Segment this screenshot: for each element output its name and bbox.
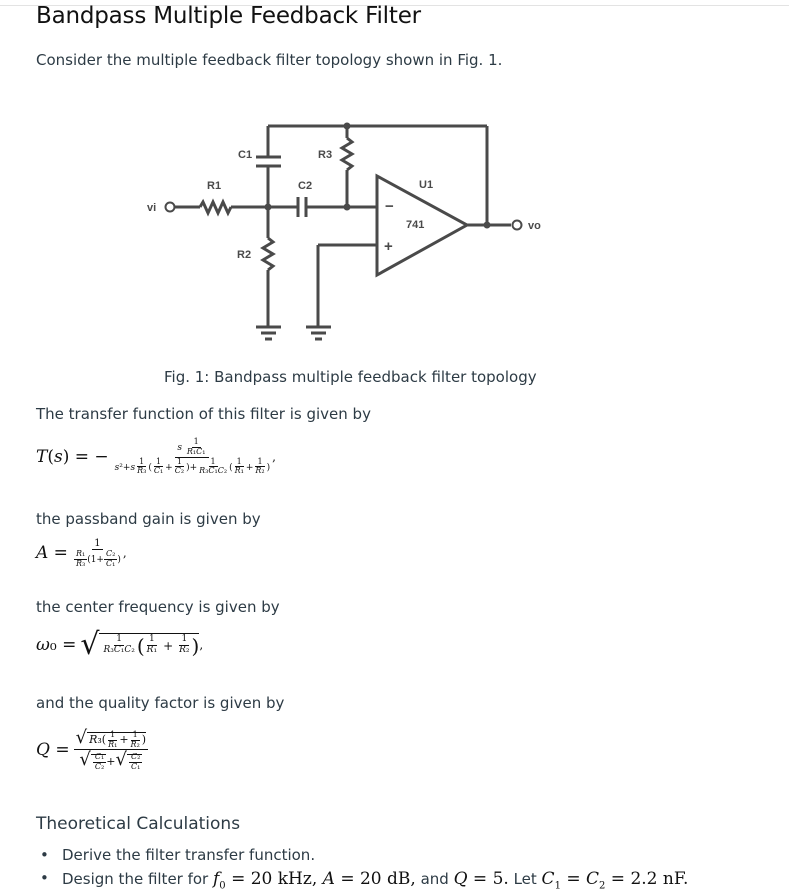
label-opamp-model: 741 <box>406 219 425 231</box>
vi-terminal-icon <box>166 203 175 212</box>
label-u1: U1 <box>419 179 434 191</box>
label-vi: vi <box>147 202 157 214</box>
passband-gain-equation: A = 1 $\frac{\text{R₁}}{\text{R₃}}$ (1+ $\frac{\text{C₂}}{\text{C₁}}$ ) , <box>36 538 127 568</box>
quality-factor-equation: Q = √ R₃( $\frac{1}{\text{R₁}}$ + $\frac{1}{\text{R₂}}$ ) √ $\frac{\text{C₁}}{\text{C₂}}$ +√ $\frac{\text{C₂}}{\text{C₁}}$ <box>36 727 147 771</box>
vo-terminal-icon <box>513 221 522 230</box>
center-frequency-text: the center frequency is given by <box>36 598 280 616</box>
label-vo: vo <box>528 220 541 232</box>
center-frequency-equation: ω₀ = √ $\frac{1}{\text{R₃C₁C₂}}$ ( $\frac{1}{\text{R₁}}$ + $\frac{1}{\text{R₂}}$ ) , <box>36 627 204 662</box>
bullet-design: • Design the filter for $f_0 = 20$ kHz, A = 20 dB, and Q = 5. Let $C_1 = C_2 = 2.2$ nF. <box>44 869 688 891</box>
bullet-derive: • Derive the filter transfer function. <box>44 846 315 864</box>
page-title: Bandpass Multiple Feedback Filter <box>36 3 421 29</box>
bullet-design-prefix: Design the filter for <box>62 870 213 888</box>
label-r3: R3 <box>318 149 333 161</box>
label-c2: C2 <box>298 180 313 192</box>
label-r1: R1 <box>207 180 222 192</box>
transfer-function-text: The transfer function of this filter is given by <box>36 405 371 423</box>
label-r2: R2 <box>237 249 252 261</box>
passband-gain-text: the passband gain is given by <box>36 510 261 528</box>
label-c1: C1 <box>238 149 253 161</box>
circuit-diagram <box>0 0 789 360</box>
label-noninverting-input: + <box>384 238 393 255</box>
label-inverting-input: − <box>385 198 394 215</box>
section-heading-theoretical-calculations: Theoretical Calculations <box>36 814 241 834</box>
quality-factor-text: and the quality factor is given by <box>36 694 285 712</box>
figure-caption: Fig. 1: Bandpass multiple feedback filter topology <box>164 368 537 386</box>
intro-paragraph: Consider the multiple feedback filter topology shown in Fig. 1. <box>36 51 503 69</box>
transfer-function-equation: T(s) = − s $\frac{1}{\text{R₁C₁}}$ s²+s $\frac{1}{\text{R₃}}$ ( $\frac{1}{\text{C₁}}$ + $\frac{1}{\text{C₂}}$ )+ $\frac{1}{\text{R₃C₁C₂}}$ ( $\frac{1}{\text{R₁}}$ + $\frac{1}{\text{R₂}}$ ) , <box>36 437 276 476</box>
